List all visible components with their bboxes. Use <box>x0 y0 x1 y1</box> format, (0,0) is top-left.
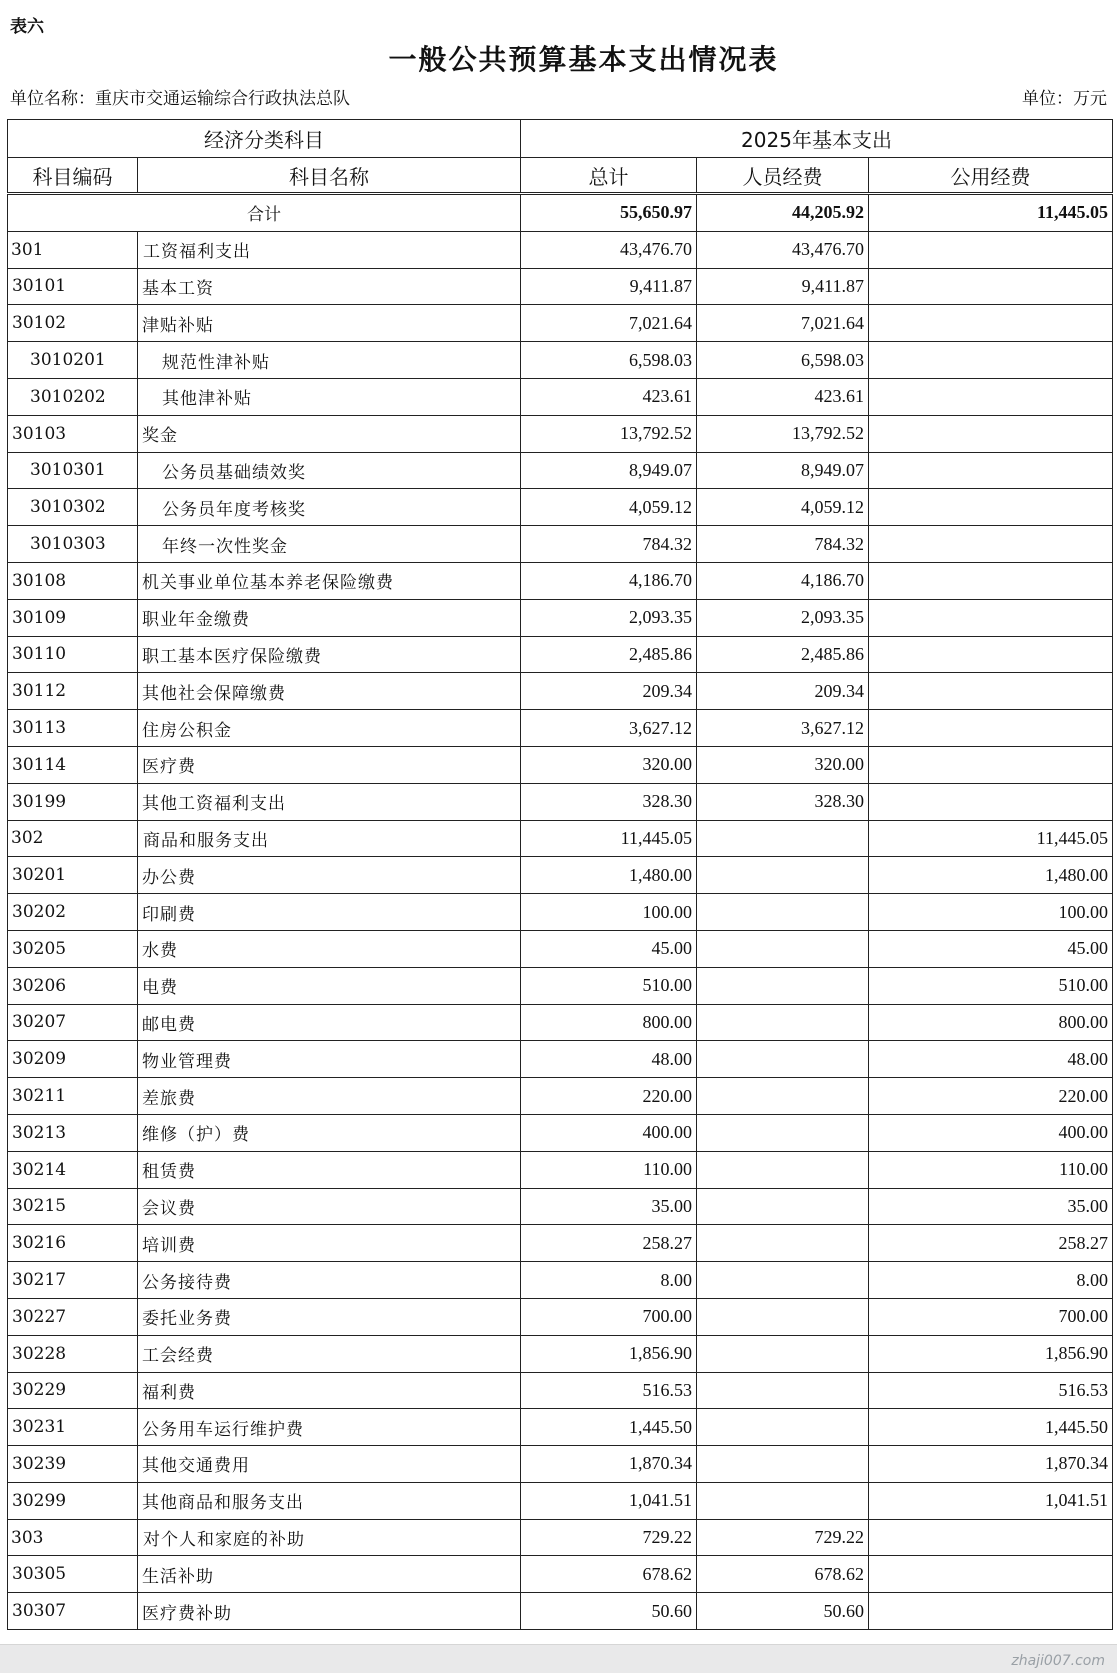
row-personnel <box>697 1151 869 1188</box>
row-personnel: 6,598.03 <box>697 342 869 379</box>
footer-strip <box>0 1644 1117 1673</box>
table-row <box>8 1446 1113 1483</box>
row-total: 50.60 <box>521 1593 697 1630</box>
row-total: 1,041.51 <box>521 1482 697 1519</box>
row-public <box>869 783 1113 820</box>
table-row <box>8 1519 1113 1556</box>
table-row <box>8 1225 1113 1262</box>
row-name: 住房公积金 <box>138 710 521 747</box>
row-code: 30207 <box>8 1004 138 1041</box>
row-personnel <box>697 820 869 857</box>
row-total: 209.34 <box>521 673 697 710</box>
table-row <box>8 1262 1113 1299</box>
row-total: 510.00 <box>521 967 697 1004</box>
row-personnel <box>697 1482 869 1519</box>
table-row <box>8 1151 1113 1188</box>
meta-row <box>10 84 1107 109</box>
row-name: 其他津补贴 <box>138 378 521 415</box>
row-name: 物业管理费 <box>138 1041 521 1078</box>
row-total: 35.00 <box>521 1188 697 1225</box>
row-total: 48.00 <box>521 1041 697 1078</box>
row-total: 516.53 <box>521 1372 697 1409</box>
total-personnel: 44,205.92 <box>697 194 869 232</box>
row-code: 30202 <box>8 894 138 931</box>
table-row <box>8 1372 1113 1409</box>
row-personnel: 678.62 <box>697 1556 869 1593</box>
row-total: 400.00 <box>521 1114 697 1151</box>
row-public <box>869 562 1113 599</box>
table-row <box>8 673 1113 710</box>
row-name: 租赁费 <box>138 1151 521 1188</box>
row-total: 45.00 <box>521 930 697 967</box>
row-code: 3010202 <box>8 378 138 415</box>
row-personnel: 50.60 <box>697 1593 869 1630</box>
header-public: 公用经费 <box>869 158 1113 194</box>
row-name: 办公费 <box>138 857 521 894</box>
row-total: 9,411.87 <box>521 268 697 305</box>
row-code: 30113 <box>8 710 138 747</box>
row-name: 公务接待费 <box>138 1262 521 1299</box>
total-row <box>8 194 1113 232</box>
row-name: 商品和服务支出 <box>138 820 521 857</box>
row-personnel: 4,059.12 <box>697 489 869 526</box>
row-public <box>869 1519 1113 1556</box>
row-code: 30112 <box>8 673 138 710</box>
row-public <box>869 452 1113 489</box>
row-name: 公务员年度考核奖 <box>138 489 521 526</box>
table-row <box>8 1482 1113 1519</box>
row-code: 301 <box>8 231 138 268</box>
table-row <box>8 1298 1113 1335</box>
row-name: 医疗费补助 <box>138 1593 521 1630</box>
row-personnel: 8,949.07 <box>697 452 869 489</box>
page-label: 表六 <box>10 17 44 37</box>
row-public <box>869 526 1113 563</box>
row-code: 30305 <box>8 1556 138 1593</box>
row-code: 30307 <box>8 1593 138 1630</box>
row-total: 8,949.07 <box>521 452 697 489</box>
row-public: 1,856.90 <box>869 1335 1113 1372</box>
row-total: 1,445.50 <box>521 1409 697 1446</box>
row-personnel <box>697 1446 869 1483</box>
row-total: 320.00 <box>521 746 697 783</box>
row-code: 3010302 <box>8 489 138 526</box>
row-personnel <box>697 1409 869 1446</box>
row-name: 生活补助 <box>138 1556 521 1593</box>
row-name: 工会经费 <box>138 1335 521 1372</box>
table-row <box>8 305 1113 342</box>
row-total: 678.62 <box>521 1556 697 1593</box>
table-row <box>8 268 1113 305</box>
row-total: 2,485.86 <box>521 636 697 673</box>
row-name: 工资福利支出 <box>138 231 521 268</box>
budget-table <box>7 119 1113 1630</box>
row-name: 对个人和家庭的补助 <box>138 1519 521 1556</box>
row-code: 30199 <box>8 783 138 820</box>
row-public <box>869 305 1113 342</box>
table-row <box>8 1593 1113 1630</box>
row-total: 700.00 <box>521 1298 697 1335</box>
row-code: 30216 <box>8 1225 138 1262</box>
row-public <box>869 636 1113 673</box>
row-name: 维修（护）费 <box>138 1114 521 1151</box>
row-public: 510.00 <box>869 967 1113 1004</box>
row-total: 6,598.03 <box>521 342 697 379</box>
row-name: 基本工资 <box>138 268 521 305</box>
row-name: 医疗费 <box>138 746 521 783</box>
row-public: 45.00 <box>869 930 1113 967</box>
row-personnel <box>697 930 869 967</box>
row-personnel: 328.30 <box>697 783 869 820</box>
row-total: 1,480.00 <box>521 857 697 894</box>
table-row <box>8 1409 1113 1446</box>
row-code: 30114 <box>8 746 138 783</box>
header-name: 科目名称 <box>138 158 521 194</box>
row-public <box>869 415 1113 452</box>
table-row <box>8 562 1113 599</box>
table-row <box>8 1335 1113 1372</box>
row-total: 11,445.05 <box>521 820 697 857</box>
table-row <box>8 1556 1113 1593</box>
row-personnel: 7,021.64 <box>697 305 869 342</box>
row-personnel: 2,485.86 <box>697 636 869 673</box>
row-name: 规范性津补贴 <box>138 342 521 379</box>
row-name: 年终一次性奖金 <box>138 526 521 563</box>
table-row <box>8 746 1113 783</box>
row-total: 258.27 <box>521 1225 697 1262</box>
row-name: 津贴补贴 <box>138 305 521 342</box>
row-name: 电费 <box>138 967 521 1004</box>
table-row <box>8 636 1113 673</box>
row-public: 35.00 <box>869 1188 1113 1225</box>
row-code: 30101 <box>8 268 138 305</box>
row-public: 800.00 <box>869 1004 1113 1041</box>
row-public: 110.00 <box>869 1151 1113 1188</box>
row-code: 30299 <box>8 1482 138 1519</box>
row-total: 423.61 <box>521 378 697 415</box>
row-name: 委托业务费 <box>138 1298 521 1335</box>
header-economic-category: 经济分类科目 <box>8 120 521 158</box>
table-row <box>8 894 1113 931</box>
table-row <box>8 378 1113 415</box>
row-public <box>869 746 1113 783</box>
row-personnel <box>697 967 869 1004</box>
row-total: 2,093.35 <box>521 599 697 636</box>
table-row <box>8 857 1113 894</box>
row-total: 328.30 <box>521 783 697 820</box>
row-total: 220.00 <box>521 1078 697 1115</box>
row-name: 水费 <box>138 930 521 967</box>
row-name: 其他社会保障缴费 <box>138 673 521 710</box>
table-row <box>8 1078 1113 1115</box>
row-personnel: 2,093.35 <box>697 599 869 636</box>
header-column-row <box>8 158 1113 194</box>
row-public: 11,445.05 <box>869 820 1113 857</box>
row-code: 30214 <box>8 1151 138 1188</box>
row-public: 1,041.51 <box>869 1482 1113 1519</box>
row-name: 邮电费 <box>138 1004 521 1041</box>
row-code: 30109 <box>8 599 138 636</box>
row-personnel: 784.32 <box>697 526 869 563</box>
row-name: 其他商品和服务支出 <box>138 1482 521 1519</box>
watermark: zhaji007.com <box>1011 1653 1105 1669</box>
row-personnel <box>697 1225 869 1262</box>
row-public <box>869 378 1113 415</box>
row-total: 1,870.34 <box>521 1446 697 1483</box>
row-total: 4,186.70 <box>521 562 697 599</box>
table-row <box>8 930 1113 967</box>
table-row <box>8 820 1113 857</box>
row-personnel <box>697 1298 869 1335</box>
row-public <box>869 268 1113 305</box>
row-total: 4,059.12 <box>521 489 697 526</box>
row-public: 258.27 <box>869 1225 1113 1262</box>
row-code: 30205 <box>8 930 138 967</box>
header-basic-expenditure: 2025年基本支出 <box>521 120 1113 158</box>
row-code: 3010303 <box>8 526 138 563</box>
row-public: 516.53 <box>869 1372 1113 1409</box>
row-code: 30227 <box>8 1298 138 1335</box>
row-personnel: 13,792.52 <box>697 415 869 452</box>
row-total: 100.00 <box>521 894 697 931</box>
row-code: 30211 <box>8 1078 138 1115</box>
row-personnel: 729.22 <box>697 1519 869 1556</box>
row-public: 400.00 <box>869 1114 1113 1151</box>
table-row <box>8 599 1113 636</box>
row-personnel <box>697 1078 869 1115</box>
row-total: 43,476.70 <box>521 231 697 268</box>
row-code: 302 <box>8 820 138 857</box>
row-personnel: 3,627.12 <box>697 710 869 747</box>
row-code: 30110 <box>8 636 138 673</box>
row-code: 3010301 <box>8 452 138 489</box>
row-total: 8.00 <box>521 1262 697 1299</box>
row-public: 220.00 <box>869 1078 1113 1115</box>
row-total: 110.00 <box>521 1151 697 1188</box>
header-personnel: 人员经费 <box>697 158 869 194</box>
table-row <box>8 1004 1113 1041</box>
row-public <box>869 710 1113 747</box>
table-row <box>8 231 1113 268</box>
table-row <box>8 710 1113 747</box>
row-public <box>869 342 1113 379</box>
row-personnel: 209.34 <box>697 673 869 710</box>
row-personnel: 4,186.70 <box>697 562 869 599</box>
row-total: 729.22 <box>521 1519 697 1556</box>
row-name: 机关事业单位基本养老保险缴费 <box>138 562 521 599</box>
table-row <box>8 526 1113 563</box>
header-group-row <box>8 120 1113 158</box>
row-personnel <box>697 1114 869 1151</box>
row-code: 30215 <box>8 1188 138 1225</box>
row-personnel <box>697 1372 869 1409</box>
row-code: 30217 <box>8 1262 138 1299</box>
row-name: 差旅费 <box>138 1078 521 1115</box>
table-row <box>8 783 1113 820</box>
row-personnel <box>697 1262 869 1299</box>
row-public: 48.00 <box>869 1041 1113 1078</box>
row-personnel <box>697 1041 869 1078</box>
row-code: 30209 <box>8 1041 138 1078</box>
row-public: 1,480.00 <box>869 857 1113 894</box>
row-code: 303 <box>8 1519 138 1556</box>
row-total: 800.00 <box>521 1004 697 1041</box>
row-personnel: 43,476.70 <box>697 231 869 268</box>
row-name: 其他交通费用 <box>138 1446 521 1483</box>
row-personnel <box>697 1335 869 1372</box>
row-code: 3010201 <box>8 342 138 379</box>
row-name: 公务用车运行维护费 <box>138 1409 521 1446</box>
table-row <box>8 1041 1113 1078</box>
row-code: 30231 <box>8 1409 138 1446</box>
row-total: 13,792.52 <box>521 415 697 452</box>
row-code: 30206 <box>8 967 138 1004</box>
row-personnel: 423.61 <box>697 378 869 415</box>
row-name: 福利费 <box>138 1372 521 1409</box>
page-title: 一般公共预算基本支出情况表 <box>388 43 779 76</box>
table-row <box>8 1188 1113 1225</box>
row-public <box>869 1556 1113 1593</box>
row-total: 784.32 <box>521 526 697 563</box>
row-public <box>869 489 1113 526</box>
table-row <box>8 967 1113 1004</box>
row-public: 1,445.50 <box>869 1409 1113 1446</box>
row-code: 30201 <box>8 857 138 894</box>
header-code: 科目编码 <box>8 158 138 194</box>
row-total: 3,627.12 <box>521 710 697 747</box>
row-public: 8.00 <box>869 1262 1113 1299</box>
unit-label: 单位：万元 <box>1022 89 1107 109</box>
row-name: 培训费 <box>138 1225 521 1262</box>
table-row <box>8 489 1113 526</box>
row-name: 会议费 <box>138 1188 521 1225</box>
row-personnel <box>697 1004 869 1041</box>
row-public: 1,870.34 <box>869 1446 1113 1483</box>
row-total: 1,856.90 <box>521 1335 697 1372</box>
table-row <box>8 1114 1113 1151</box>
row-code: 30213 <box>8 1114 138 1151</box>
row-public <box>869 599 1113 636</box>
row-public <box>869 231 1113 268</box>
total-sum: 55,650.97 <box>521 194 697 232</box>
row-personnel: 320.00 <box>697 746 869 783</box>
row-personnel <box>697 857 869 894</box>
row-code: 30102 <box>8 305 138 342</box>
row-name: 职业年金缴费 <box>138 599 521 636</box>
row-name: 其他工资福利支出 <box>138 783 521 820</box>
row-code: 30228 <box>8 1335 138 1372</box>
table-body <box>8 194 1113 1630</box>
row-name: 公务员基础绩效奖 <box>138 452 521 489</box>
header-total: 总计 <box>521 158 697 194</box>
table-row <box>8 415 1113 452</box>
row-name: 奖金 <box>138 415 521 452</box>
row-name: 印刷费 <box>138 894 521 931</box>
row-code: 30103 <box>8 415 138 452</box>
row-code: 30229 <box>8 1372 138 1409</box>
row-personnel <box>697 894 869 931</box>
row-public <box>869 1593 1113 1630</box>
total-public: 11,445.05 <box>869 194 1113 232</box>
row-personnel <box>697 1188 869 1225</box>
table-row <box>8 342 1113 379</box>
row-code: 30108 <box>8 562 138 599</box>
total-label: 合计 <box>8 194 521 232</box>
row-code: 30239 <box>8 1446 138 1483</box>
table-row <box>8 452 1113 489</box>
row-name: 职工基本医疗保险缴费 <box>138 636 521 673</box>
row-total: 7,021.64 <box>521 305 697 342</box>
row-public <box>869 673 1113 710</box>
row-public: 700.00 <box>869 1298 1113 1335</box>
unit-name: 单位名称：重庆市交通运输综合行政执法总队 <box>10 89 350 109</box>
row-public: 100.00 <box>869 894 1113 931</box>
row-personnel: 9,411.87 <box>697 268 869 305</box>
